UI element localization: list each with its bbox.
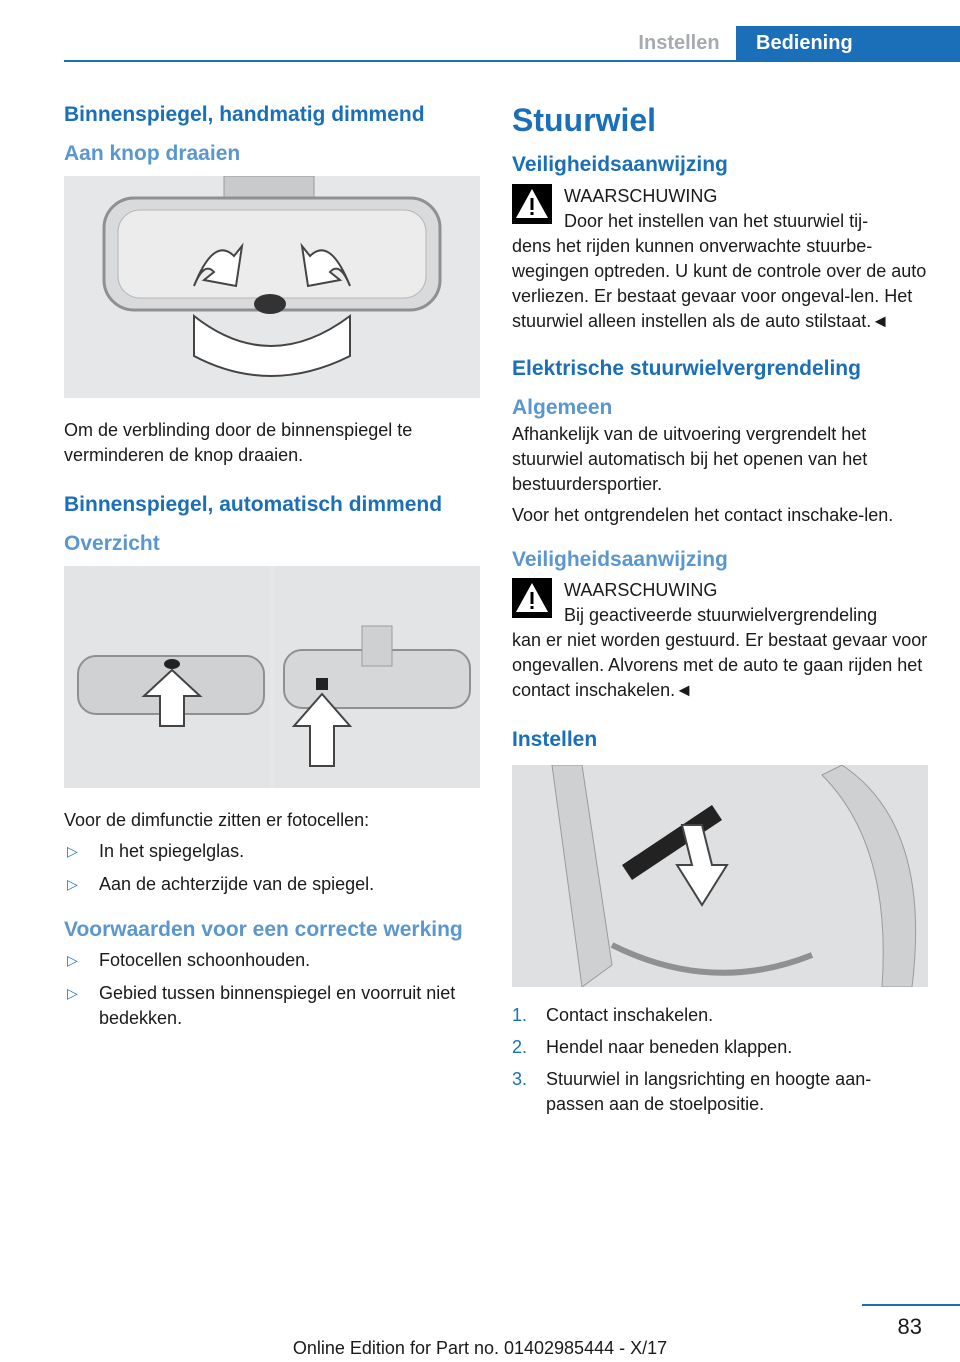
- warning-triangle-icon: [512, 578, 552, 618]
- triangle-bullet-icon: ▷: [67, 952, 78, 968]
- heading-instellen: Instellen: [512, 728, 598, 751]
- p-afhankelijk: Afhankelijk van de uitvoering vergrendelt het stuurwiel automatisch bij het openen van het bestuurdersportier.: [512, 424, 868, 494]
- warning-text-rest: kan er niet worden gestuurd. Er bestaat gevaar voor ongevallen. Alvorens met de auto te gaan rijden het contact inschakelen.◄: [512, 630, 928, 700]
- list-item: [512, 1067, 928, 1117]
- warning-text-line1: Bij geactiveerde stuurwielvergrendeling: [564, 605, 878, 625]
- heading-algemeen: Algemeen: [512, 396, 613, 419]
- list-item: [64, 872, 480, 897]
- online-edition-note: Online Edition for Part no. 01402985444 - X/17: [292, 1338, 668, 1358]
- steps-list: [512, 1003, 928, 1117]
- heading-voorwaarden: Voorwaarden voor een correcte werking: [64, 918, 463, 941]
- step-text: Stuurwiel in langsrichting en hoogte aan-passen aan de stoelpositie.: [546, 1069, 872, 1114]
- step-text: Hendel naar beneden klappen.: [546, 1037, 793, 1057]
- heading-stuurwiel: Stuurwiel: [512, 102, 657, 138]
- list-item-text: Fotocellen schoonhouden.: [99, 950, 311, 970]
- triangle-bullet-icon: ▷: [67, 843, 78, 859]
- list-item: [64, 839, 480, 864]
- tab-instellen[interactable]: Instellen: [638, 32, 720, 54]
- warning-triangle-icon: [512, 184, 552, 224]
- figure-mirror-knob: [64, 176, 480, 398]
- step-text: Contact inschakelen.: [546, 1005, 714, 1025]
- heading-binnenspiegel-handmatig: Binnenspiegel, handmatig dimmend: [64, 103, 425, 126]
- header-rule: [64, 60, 960, 62]
- list-item: [512, 1035, 928, 1060]
- warning-text-rest: dens het rijden kunnen onverwachte stuurbe-wegingen optreden. U kunt de controle over de auto verliezen. Er bestaat gevaar voor ongeval-len. Het stuurwiel alleen instellen als de auto stilstaat.◄: [512, 236, 927, 331]
- heading-veiligheid-2: Veiligheidsaanwijzing: [512, 548, 728, 571]
- page-header: [0, 0, 960, 62]
- warning-text-line1: Door het instellen van het stuurwiel tij-: [564, 211, 869, 231]
- figure-photocells: [64, 566, 480, 788]
- list-item-text: In het spiegelglas.: [99, 841, 245, 861]
- p-fotocellen: Voor de dimfunctie zitten er fotocellen:: [64, 810, 370, 830]
- heading-aan-knop-draaien: Aan knop draaien: [64, 142, 241, 165]
- step-number: 1.: [512, 1005, 528, 1025]
- heading-overzicht: Overzicht: [64, 532, 160, 555]
- mirror-knob-illustration: [64, 176, 480, 398]
- bullet-list-voorwaarden: [64, 948, 480, 1031]
- tab-bediening[interactable]: Bediening: [736, 26, 960, 62]
- bullet-list-fotocellen: [64, 839, 480, 897]
- figure-steering-lever: [512, 765, 928, 987]
- left-column: [64, 100, 480, 1051]
- heading-binnenspiegel-automatisch: Binnenspiegel, automatisch dimmend: [64, 493, 443, 516]
- list-item-text: Aan de achterzijde van de spiegel.: [99, 874, 375, 894]
- triangle-bullet-icon: ▷: [67, 985, 78, 1001]
- warning-label: WAARSCHUWING: [564, 186, 718, 206]
- step-number: 2.: [512, 1037, 528, 1057]
- p-verblinding: Om de verblinding door de binnenspiegel te verminderen de knop draaien.: [64, 420, 413, 465]
- footer-rule: [862, 1304, 960, 1306]
- warning-block-2: [512, 578, 928, 703]
- right-column: [512, 100, 928, 1124]
- p-ontgrendelen: Voor het ontgrendelen het contact inschake-len.: [512, 505, 894, 525]
- list-item: [64, 948, 480, 973]
- triangle-bullet-icon: ▷: [67, 876, 78, 892]
- warning-label: WAARSCHUWING: [564, 580, 718, 600]
- list-item: [512, 1003, 928, 1028]
- list-item: [64, 981, 480, 1031]
- photocells-illustration: [64, 566, 480, 788]
- heading-elektrische-vergrendeling: Elektrische stuurwielvergrendeling: [512, 357, 861, 380]
- warning-block-1: [512, 184, 928, 334]
- page-number: 83: [897, 1314, 922, 1339]
- heading-veiligheid-1: Veiligheidsaanwijzing: [512, 153, 728, 176]
- step-number: 3.: [512, 1069, 528, 1089]
- steering-lever-illustration: [512, 765, 928, 987]
- list-item-text: Gebied tussen binnenspiegel en voorruit niet bedekken.: [99, 983, 456, 1028]
